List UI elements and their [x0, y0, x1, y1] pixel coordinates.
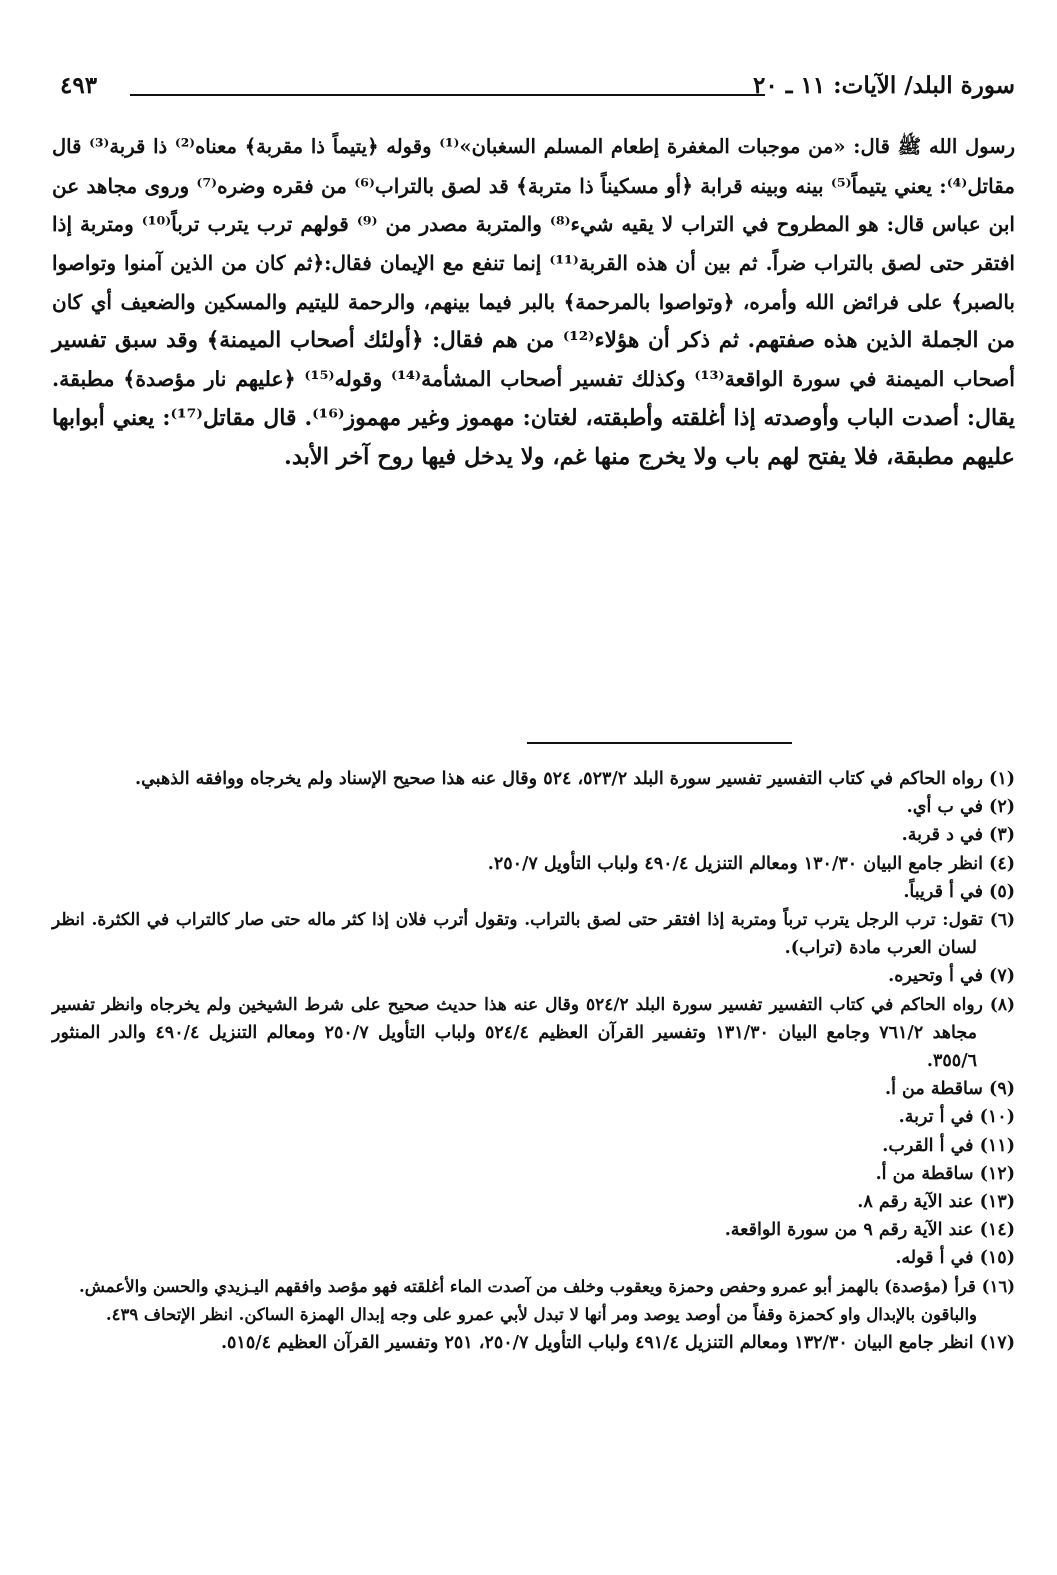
- footnote-14: (١٤) عند الآية رقم ٩ من سورة الواقعة.: [724, 1220, 1015, 1241]
- page-header: [60, 66, 1015, 106]
- footnote-2: (٢) في ب أي.: [906, 797, 1015, 818]
- footnote-5: (٥) في أ قريباً.: [903, 881, 1015, 902]
- footnote-4: (٤) انظر جامع البيان ١٣٠/٣٠ ومعالم التنزيل ٤٩٠/٤ ولباب التأويل ٢٥٠/٧.: [487, 853, 1015, 874]
- footnote-9: (٩) ساقطة من أ.: [885, 1079, 1015, 1100]
- footnote-3: (٣) في د قربة.: [901, 825, 1015, 846]
- footnote-8: (٨) رواه الحاكم في كتاب التفسير تفسير سورة البلد ٥٢٤/٢ وقال عنه هذا حديث صحيح على شرط الشيخين ولم يخرجاه وانظر تفسير: [52, 994, 1015, 1015]
- footnote-13: (١٣) عند الآية رقم ٨.: [857, 1192, 1015, 1213]
- main-line: رسول الله ﷺ قال: «من موجبات المغفرة إطعام المسلم السغبان»⁽¹⁾ وقوله ﴿يتيماً ذا مقربة﴾ معناه⁽²⁾ ذا قربة⁽³⁾ قال: [52, 135, 1016, 158]
- footnote-11: (١١) في أ القرب.: [882, 1135, 1015, 1156]
- footnote-12: (١٢) ساقطة من أ.: [875, 1163, 1015, 1184]
- footnote-6: (٦) تقول: ترب الرجل يترب ترباً ومتربة إذا افتقر حتى لصق بالتراب. وتقول أترب فلان إذا كثر ماله حتى صار كالتراب في الكثرة. انظر: [52, 910, 1015, 931]
- footnote-10: (١٠) في أ تربة.: [898, 1107, 1015, 1128]
- main-line: ابن عباس قال: هو المطروح في التراب لا يقيه شيء⁽⁸⁾ والمتربة مصدر من ⁽⁹⁾ قولهم ترب يترب ترباً⁽¹⁰⁾ ومتربة إذا: [52, 212, 1015, 237]
- running-title: سورة البلد/ الآيات: ١١ ـ ٢٠: [752, 72, 1015, 99]
- main-line: مقاتل⁽⁴⁾: يعني يتيماً⁽⁵⁾ بينه وبينه قرابة ﴿أو مسكيناً ذا متربة﴾ قد لصق بالتراب⁽⁶⁾ من فقره وضره⁽⁷⁾ وروى مجاهد عن: [52, 173, 1016, 198]
- main-line: افتقر حتى لصق بالتراب ضراً. ثم بين أن هذه القربة⁽¹¹⁾ إنما تنفع مع الإيمان فقال:﴿ثم كان من الذين آمنوا وتواصوا: [52, 251, 1015, 276]
- footnote-15: (١٥) في أ قوله.: [895, 1248, 1015, 1269]
- footnote-separator: [527, 742, 792, 744]
- main-line: بالصبر﴾ على فرائض الله وأمره، ﴿وتواصوا بالمرحمة﴾ بالبر فيما بينهم، والرحمة لليتيم والمسكين والضعيف أي كان: [52, 289, 1015, 314]
- main-text: [52, 128, 1015, 476]
- footnote-7: (٧) في أ وتحيره.: [888, 966, 1015, 987]
- footnote-6-continued: لسان العرب مادة (تراب).: [784, 938, 977, 959]
- main-line: من الجملة الذين هذه صفتهم. ثم ذكر أن هؤلاء⁽¹²⁾ من هم فقال: ﴿أولئك أصحاب الميمنة﴾ وقد سبق تفسير: [52, 327, 1016, 353]
- footnotes: [52, 765, 1015, 1357]
- footnote-8-continued: ٣٥٥/٦.: [926, 1051, 977, 1072]
- footnote-1: (١) رواه الحاكم في كتاب التفسير تفسير سورة البلد ٥٢٣/٢، ٥٢٤ وقال عنه هذا صحيح الإسناد ولم يخرجاه ووافقه الذهبي.: [134, 769, 1015, 789]
- header-rule: [130, 94, 765, 96]
- footnote-16-continued: والباقون بالإبدال واو كحمزة وقفاً من أوصد يوصد ومر أنها لا تبدل لأبي عمرو على وجه إبدال الهمزة الساكن. انظر الإتحاف ٤٣٩.: [105, 1304, 977, 1324]
- footnote-8-continued: مجاهد ٧٦١/٢ وجامع البيان ١٣١/٣٠ وتفسير القرآن العظيم ٥٢٤/٤ ولباب التأويل ٢٥٠/٧ ومعالم التنزيل ٤٩٠/٤ والدر المنثور: [52, 1022, 978, 1043]
- main-line: يقال: أصدت الباب وأوصدته إذا أغلقته وأطبقته، لغتان: مهموز وغير مهموز⁽¹⁶⁾. قال مقاتل⁽¹⁷⁾: يعني أبوابها: [52, 404, 1015, 431]
- footnote-16: (١٦) قرأ (مؤصدة) بالهمز أبو عمرو وحفص وحمزة ويعقوب وخلف من آصدت الماء أغلقته فهو مؤصد وافقهم اليـزيدي والحسن والأعمش.: [79, 1276, 1015, 1296]
- main-line: عليهم مطبقة، فلا يفتح لهم باب ولا يخرج منها غم، ولا يدخل فيها روح آخر الأبد.: [284, 443, 1015, 470]
- footnote-17: (١٧) انظر جامع البيان ١٣٢/٣٠ ومعالم التنزيل ٤٩١/٤ ولباب التأويل ٢٥٠/٧، ٢٥١ وتفسير القرآن العظيم ٥١٥/٤.: [220, 1333, 1015, 1354]
- main-line: أصحاب الميمنة في سورة الواقعة⁽¹³⁾ وكذلك تفسير أصحاب المشأمة⁽¹⁴⁾ وقوله⁽¹⁵⁾ ﴿عليهم نار مؤصدة﴾ مطبقة.: [52, 367, 1015, 392]
- page-number: ٤٩٣: [60, 72, 98, 99]
